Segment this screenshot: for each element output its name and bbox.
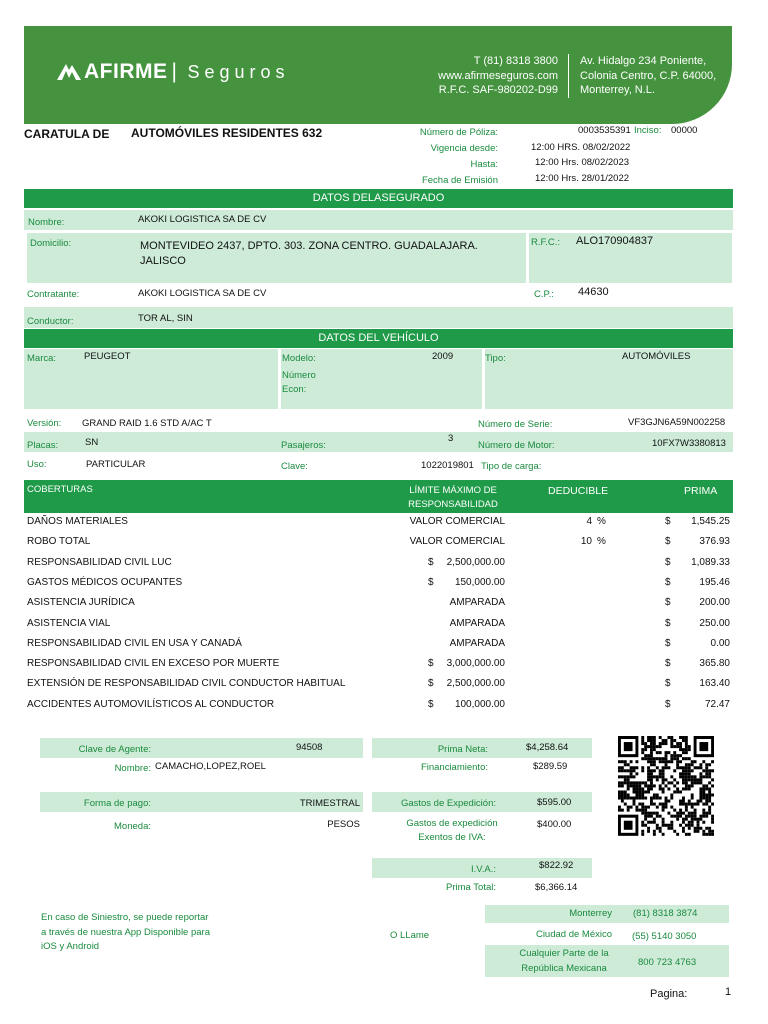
coverage-premium-currency: $: [665, 678, 671, 689]
key-value: 1022019801: [421, 460, 474, 471]
vehicle-type-box: [485, 349, 733, 409]
econ-label: [282, 369, 316, 397]
coverage-limit: VALOR COMERCIAL: [409, 516, 505, 527]
expedition-exempt-label: [392, 817, 512, 845]
net-premium: $4,258.64: [526, 742, 569, 753]
phone-mx-label: [508, 946, 620, 976]
coverage-deductible: 10: [580, 536, 592, 547]
contact-block: [420, 54, 558, 98]
emission-date: 12:00 Hrs. 28/01/2022: [535, 173, 630, 184]
use-label: Uso:: [27, 459, 47, 470]
header-address-1: Av. Hidalgo 234 Poniente,: [580, 55, 707, 67]
coverage-premium: 250.00: [699, 618, 730, 629]
coverage-premium-currency: $: [665, 638, 671, 649]
doc-title-prefix: CARATULA DE: [24, 127, 110, 141]
col-deductible: DEDUCIBLE: [548, 485, 609, 497]
phone-cdmx[interactable]: (55) 5140 3050: [632, 931, 697, 942]
vehicle-brand-box: [24, 349, 278, 409]
coverage-name: ACCIDENTES AUTOMOVILÍSTICOS AL CONDUCTOR: [27, 699, 275, 710]
payment-value: TRIMESTRAL: [299, 798, 360, 809]
serial-value: VF3GJN6A59N002258: [628, 417, 726, 428]
coverage-premium: 195.46: [699, 577, 730, 588]
rfc-value: ALO170904837: [576, 235, 654, 247]
header-rfc: R.F.C. SAF-980202-D99: [438, 84, 558, 96]
address-block: [580, 54, 730, 98]
or-call: O LLame: [390, 930, 430, 941]
expedition-exempt-label-2: Exentos de IVA:: [418, 832, 486, 843]
agent-name-label: Nombre:: [114, 763, 151, 774]
use-value: PARTICULAR: [86, 459, 146, 470]
coverage-premium: 163.40: [699, 678, 730, 689]
payment-label: Forma de pago:: [83, 798, 151, 809]
claims-note: [41, 911, 210, 955]
coverage-premium: 200.00: [699, 597, 730, 608]
claims-note-2: a través de nuestra App Disponible para: [41, 926, 210, 938]
coverage-name: EXTENSIÓN DE RESPONSABILIDAD CIVIL CONDUCTOR HABITUAL: [27, 678, 346, 689]
motor-label: Número de Motor:: [478, 440, 555, 451]
coverage-header: [24, 480, 733, 513]
plates-value: SN: [85, 437, 99, 448]
claims-note-3: iOS y Android: [41, 941, 100, 952]
plates-label: Placas:: [27, 440, 59, 451]
policy-number: 0003535391: [578, 125, 631, 136]
coverage-limit: 2,500,000.00: [446, 678, 505, 689]
page-label: Pagina:: [650, 988, 688, 1000]
phone-mx-label-2: República Mexicana: [521, 963, 607, 974]
coverage-name: ASISTENCIA VIAL: [27, 618, 111, 629]
coverage-limit-currency: $: [428, 678, 434, 689]
coverage-limit: VALOR COMERCIAL: [409, 536, 505, 547]
econ-label-2: Econ:: [282, 384, 307, 395]
iva-label: I.V.A.:: [471, 864, 496, 875]
cargo-label: Tipo de carga:: [481, 461, 542, 472]
coverage-limit: AMPARADA: [449, 638, 505, 649]
total-label: Prima Total:: [446, 882, 496, 893]
insured-name-label: Nombre:: [28, 217, 65, 228]
agent-key: 94508: [296, 742, 323, 753]
coverage-limit: 150,000.00: [454, 577, 505, 588]
insured-name-row: [24, 210, 733, 230]
brand-name: AFIRME: [84, 60, 168, 83]
expedition-exempt-label-1: Gastos de expedición: [406, 818, 498, 829]
expedition: $595.00: [537, 797, 572, 808]
contractor-name: AKOKI LOGISTICA SA DE CV: [138, 288, 267, 299]
header-address-3: Monterrey, N.L.: [580, 84, 655, 96]
driver-row: [24, 307, 733, 328]
expedition-label: Gastos de Expedición:: [400, 798, 496, 809]
coverage-premium: 365.80: [699, 658, 730, 669]
coverage-limit-currency: $: [428, 577, 434, 588]
doc-title-product: AUTOMÓVILES RESIDENTES 632: [131, 126, 323, 140]
coverage-name: RESPONSABILIDAD CIVIL EN USA Y CANADÁ: [27, 638, 242, 649]
contractor-label: Contratante:: [27, 289, 80, 300]
section-vehicle: DATOS DEL VEHÍCULO: [24, 329, 733, 348]
plates-row: [24, 432, 733, 452]
coverage-limit-currency: $: [428, 699, 434, 710]
coverage-limit: 3,000,000.00: [446, 658, 505, 669]
coverage-name: ASISTENCIA JURÍDICA: [27, 597, 135, 608]
coverage-name: RESPONSABILIDAD CIVIL EN EXCESO POR MUERTE: [27, 658, 280, 669]
model-label: Modelo:: [282, 353, 316, 364]
coverage-premium: 0.00: [710, 638, 730, 649]
motor-value: 10FX7W3380813: [652, 438, 726, 449]
coverage-premium-currency: $: [665, 557, 671, 568]
coverage-limit-currency: $: [428, 557, 434, 568]
coverage-premium: 376.93: [699, 536, 730, 547]
coverage-premium-currency: $: [665, 658, 671, 669]
model-value: 2009: [432, 351, 454, 362]
brand-label: Marca:: [27, 353, 57, 364]
phone-mty[interactable]: (81) 8318 3874: [633, 908, 698, 919]
col-limit: [388, 484, 518, 512]
financing-label: Financiamiento:: [420, 762, 488, 773]
currency-label: Moneda:: [114, 821, 151, 832]
coverage-premium-currency: $: [665, 577, 671, 588]
coverage-limit: AMPARADA: [449, 618, 505, 629]
brand-sub: Seguros: [187, 62, 290, 82]
policy-number-label: Número de Póliza:: [419, 127, 498, 138]
phone-mty-label: Monterrey: [569, 908, 612, 919]
coverage-premium-currency: $: [665, 597, 671, 608]
brand-value: PEUGEOT: [84, 351, 131, 362]
coverage-premium-currency: $: [665, 536, 671, 547]
header-phone: T (81) 8318 3800: [473, 55, 558, 67]
total-premium: $6,366.14: [535, 882, 578, 893]
section-insured: DATOS DELASEGURADO: [24, 189, 733, 208]
serial-label: Número de Serie:: [478, 419, 553, 430]
econ-label-1: Número: [282, 370, 316, 381]
coverage-limit: 2,500,000.00: [446, 557, 505, 568]
header-divider: [568, 54, 569, 98]
phone-mx[interactable]: 800 723 4763: [638, 957, 697, 968]
afirme-mountain-icon: [56, 61, 82, 81]
valid-from: 12:00 HRS. 08/02/2022: [531, 142, 631, 153]
brand-logo: AFIRME | Seguros: [56, 60, 290, 84]
cp-value: 44630: [578, 286, 609, 298]
col-limit-line2: RESPONSABILIDAD: [408, 499, 498, 510]
valid-to: 12:00 Hrs. 08/02/2023: [535, 157, 630, 168]
phone-cdmx-label: Ciudad de México: [535, 929, 612, 940]
coverage-deductible-pct: %: [597, 536, 606, 547]
phone-mx-label-1: Cualquier Parte de la: [519, 948, 609, 959]
insured-address: MONTEVIDEO 2437, DPTO. 303. ZONA CENTRO. GUADALAJARA. JALISCO: [140, 240, 478, 267]
version-value: GRAND RAID 1.6 STD A/AC T: [82, 418, 212, 429]
cp-label: C.P.:: [534, 289, 554, 300]
valid-from-label: Vigencia desde:: [430, 143, 498, 154]
coverage-deductible: 4: [586, 516, 592, 527]
inciso-value: 00000: [671, 125, 698, 136]
emission-label: Fecha de Emisión: [421, 175, 498, 186]
insured-name: AKOKI LOGISTICA SA DE CV: [138, 214, 267, 225]
coverage-premium-currency: $: [665, 699, 671, 710]
col-limit-line1: LÍMITE MÁXIMO DE: [409, 485, 497, 496]
coverage-premium-currency: $: [665, 516, 671, 527]
header-address-2: Colonia Centro, C.P. 64000,: [580, 69, 717, 82]
coverage-premium: 1,089.33: [691, 557, 730, 568]
net-premium-label: Prima Neta:: [437, 744, 488, 755]
coverage-limit-currency: $: [428, 658, 434, 669]
col-premium: PRIMA: [684, 485, 718, 497]
coverage-name: GASTOS MÉDICOS OCUPANTES: [27, 577, 183, 588]
type-value: AUTOMÓVILES: [622, 351, 691, 362]
coverage-name: DAÑOS MATERIALES: [27, 516, 128, 527]
valid-to-label: Hasta:: [470, 159, 498, 170]
qr-code: [618, 736, 714, 836]
insured-address-label: Domicilio:: [30, 238, 72, 249]
agent-key-label: Clave de Agente:: [78, 744, 151, 755]
iva: $822.92: [539, 860, 574, 871]
expedition-exempt: $400.00: [537, 819, 572, 830]
col-coverages: COBERTURAS: [27, 484, 93, 495]
coverage-limit: 100,000.00: [454, 699, 505, 710]
type-label: Tipo:: [485, 353, 506, 364]
coverage-premium-currency: $: [665, 618, 671, 629]
driver-name: TOR AL, SIN: [138, 313, 193, 324]
currency-value: PESOS: [327, 819, 360, 830]
coverage-name: RESPONSABILIDAD CIVIL LUC: [27, 557, 172, 568]
key-label: Clave:: [281, 461, 308, 472]
passengers-label: Pasajeros:: [281, 440, 326, 451]
passengers-value: 3: [448, 433, 454, 444]
claims-note-1: En caso de Siniestro, se puede reportar: [41, 912, 209, 923]
financing: $289.59: [533, 761, 568, 772]
coverage-premium: 1,545.25: [691, 516, 730, 527]
coverage-limit: AMPARADA: [449, 597, 505, 608]
page-number: 1: [725, 986, 732, 998]
coverage-premium: 72.47: [704, 699, 730, 710]
version-label: Versión:: [27, 418, 62, 429]
rfc-label: R.F.C.:: [531, 237, 561, 248]
header-web[interactable]: www.afirmeseguros.com: [438, 69, 558, 82]
coverage-deductible-pct: %: [597, 516, 606, 527]
coverage-name: ROBO TOTAL: [27, 536, 91, 547]
agent-name: CAMACHO,LOPEZ,ROEL: [155, 761, 266, 772]
inciso-label: Inciso:: [634, 125, 662, 136]
driver-label: Conductor:: [27, 316, 74, 327]
